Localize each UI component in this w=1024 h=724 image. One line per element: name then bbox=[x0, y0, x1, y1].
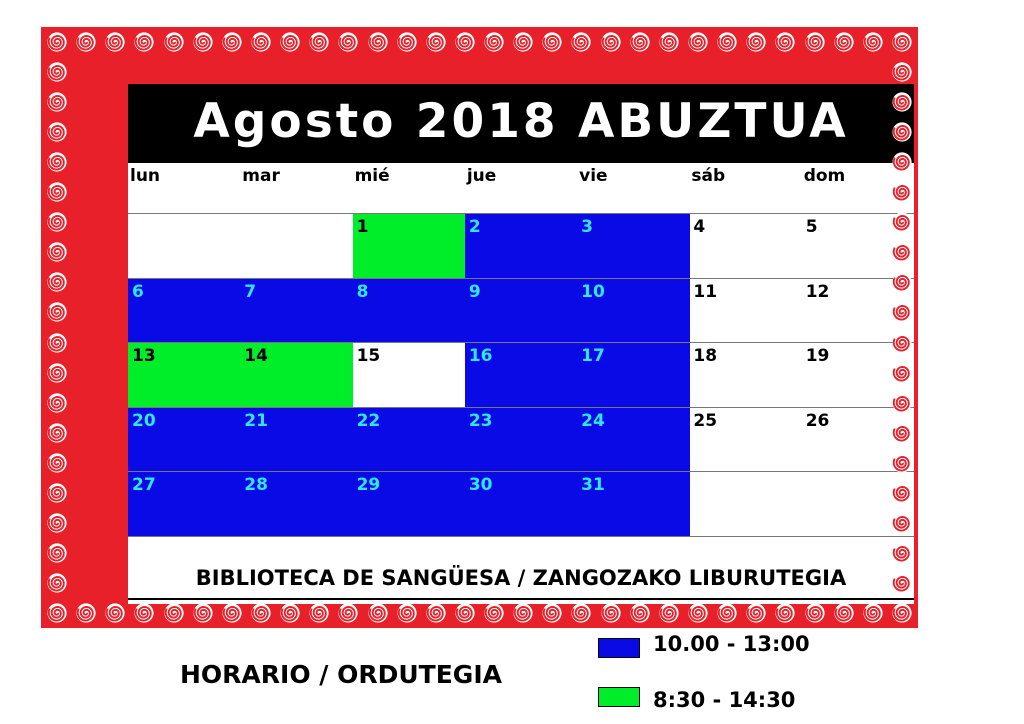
spiral-ornament-icon bbox=[745, 602, 767, 624]
day-cell-2 bbox=[465, 213, 578, 278]
spiral-ornament-icon bbox=[891, 332, 913, 354]
day-number: 17 bbox=[581, 346, 605, 366]
row-divider bbox=[128, 278, 914, 279]
day-number: 5 bbox=[805, 217, 818, 237]
day-cell-9 bbox=[465, 278, 578, 343]
spiral-ornament-icon bbox=[46, 602, 68, 624]
spiral-ornament-icon bbox=[658, 31, 680, 53]
day-number: 13 bbox=[132, 346, 156, 366]
day-number: 20 bbox=[132, 410, 156, 431]
day-number: 6 bbox=[132, 281, 144, 302]
weekday-4: vie bbox=[579, 166, 608, 186]
spiral-ornament-icon bbox=[279, 31, 301, 53]
spiral-ornament-icon bbox=[454, 602, 476, 624]
spiral-ornament-icon bbox=[483, 602, 505, 624]
decorative-border bbox=[41, 27, 918, 628]
spiral-ornament-icon bbox=[104, 31, 126, 53]
spiral-ornament-icon bbox=[891, 602, 913, 624]
legend-label-green: 8:30 - 14:30 bbox=[653, 688, 796, 712]
spiral-ornament-icon bbox=[46, 181, 68, 203]
library-name: BIBLIOTECA DE SANGÜESA / ZANGOZAKO LIBURUTEGIA bbox=[195, 566, 847, 590]
row-divider bbox=[128, 407, 914, 408]
spiral-ornament-icon bbox=[425, 31, 447, 53]
spiral-ornament-icon bbox=[891, 211, 913, 233]
spiral-ornament-icon bbox=[367, 31, 389, 53]
day-number: 19 bbox=[805, 346, 830, 366]
spiral-ornament-icon bbox=[104, 602, 126, 624]
spiral-ornament-icon bbox=[46, 482, 68, 504]
day-number: 26 bbox=[805, 410, 830, 431]
spiral-ornament-icon bbox=[46, 332, 68, 354]
day-number: 7 bbox=[244, 281, 257, 302]
spiral-ornament-icon bbox=[716, 602, 738, 624]
spiral-ornament-icon bbox=[483, 31, 505, 53]
day-number: 12 bbox=[805, 281, 830, 302]
spiral-ornament-icon bbox=[46, 241, 68, 263]
spiral-ornament-icon bbox=[454, 31, 476, 53]
day-cell-1 bbox=[353, 213, 466, 278]
day-number: 29 bbox=[356, 475, 381, 495]
spiral-ornament-icon bbox=[46, 91, 68, 113]
spiral-ornament-icon bbox=[891, 542, 913, 564]
spiral-ornament-icon bbox=[541, 31, 563, 53]
row-divider bbox=[128, 213, 914, 214]
day-cell-22 bbox=[353, 407, 466, 472]
spiral-ornament-icon bbox=[337, 602, 359, 624]
day-number: 3 bbox=[581, 217, 593, 237]
title-banner bbox=[128, 84, 914, 163]
day-cell-27 bbox=[128, 471, 241, 536]
spiral-ornament-icon bbox=[308, 602, 330, 624]
calendar-title: Agosto 2018 ABUZTUA bbox=[193, 94, 849, 149]
day-number: 22 bbox=[356, 410, 381, 431]
day-number: 31 bbox=[581, 475, 605, 495]
row-divider bbox=[128, 342, 914, 343]
spiral-ornament-icon bbox=[46, 121, 68, 143]
calendar-panel bbox=[128, 84, 914, 604]
spiral-ornament-icon bbox=[774, 602, 796, 624]
day-number: 4 bbox=[693, 217, 706, 237]
day-number: 8 bbox=[356, 281, 369, 302]
spiral-ornament-icon bbox=[891, 91, 913, 113]
spiral-ornament-icon bbox=[891, 301, 913, 323]
day-cell-30 bbox=[465, 471, 578, 536]
weekday-0: lun bbox=[130, 166, 161, 186]
spiral-ornament-icon bbox=[862, 31, 884, 53]
spiral-ornament-icon bbox=[541, 602, 563, 624]
spiral-ornament-icon bbox=[46, 362, 68, 384]
spiral-ornament-icon bbox=[46, 572, 68, 594]
day-number: 11 bbox=[693, 281, 718, 302]
day-number: 27 bbox=[132, 475, 156, 495]
spiral-ornament-icon bbox=[891, 151, 913, 173]
weekday-3: jue bbox=[466, 166, 497, 186]
spiral-ornament-icon bbox=[600, 31, 622, 53]
spiral-ornament-icon bbox=[774, 31, 796, 53]
day-cell-11 bbox=[689, 278, 802, 343]
day-cell-15 bbox=[353, 342, 466, 407]
spiral-ornament-icon bbox=[46, 31, 68, 53]
schedule-title: HORARIO / ORDUTEGIA bbox=[180, 660, 502, 689]
spiral-ornament-icon bbox=[891, 241, 913, 263]
day-cell-10 bbox=[577, 278, 690, 343]
spiral-ornament-icon bbox=[46, 512, 68, 534]
library-underline bbox=[128, 598, 914, 600]
day-cell-14 bbox=[240, 342, 353, 407]
day-cell-23 bbox=[465, 407, 578, 472]
weekday-2: mié bbox=[354, 166, 390, 186]
spiral-ornament-icon bbox=[221, 602, 243, 624]
spiral-ornament-icon bbox=[337, 31, 359, 53]
spiral-ornament-icon bbox=[512, 31, 534, 53]
spiral-ornament-icon bbox=[133, 31, 155, 53]
day-cell-6 bbox=[128, 278, 241, 343]
spiral-ornament-icon bbox=[425, 602, 447, 624]
legend-swatch-blue bbox=[598, 638, 640, 658]
spiral-ornament-icon bbox=[833, 31, 855, 53]
spiral-ornament-icon bbox=[891, 362, 913, 384]
spiral-ornament-icon bbox=[308, 31, 330, 53]
spiral-ornament-icon bbox=[46, 392, 68, 414]
spiral-ornament-icon bbox=[279, 602, 301, 624]
day-number: 14 bbox=[244, 346, 268, 366]
spiral-ornament-icon bbox=[396, 31, 418, 53]
day-cell-21 bbox=[240, 407, 353, 472]
spiral-ornament-icon bbox=[745, 31, 767, 53]
spiral-ornament-icon bbox=[862, 602, 884, 624]
spiral-ornament-icon bbox=[46, 422, 68, 444]
day-number: 30 bbox=[468, 475, 493, 495]
spiral-ornament-icon bbox=[192, 31, 214, 53]
spiral-ornament-icon bbox=[804, 31, 826, 53]
day-number: 28 bbox=[244, 475, 268, 495]
spiral-ornament-icon bbox=[512, 602, 534, 624]
spiral-ornament-icon bbox=[75, 31, 97, 53]
day-number: 21 bbox=[244, 410, 268, 431]
day-number: 9 bbox=[468, 281, 481, 302]
day-cell-13 bbox=[128, 342, 241, 407]
spiral-ornament-icon bbox=[46, 452, 68, 474]
spiral-ornament-icon bbox=[221, 31, 243, 53]
spiral-ornament-icon bbox=[891, 482, 913, 504]
spiral-ornament-icon bbox=[891, 271, 913, 293]
row-divider bbox=[128, 471, 914, 472]
legend-swatch-green bbox=[598, 687, 640, 707]
spiral-ornament-icon bbox=[891, 572, 913, 594]
day-cell-4 bbox=[689, 213, 802, 278]
spiral-ornament-icon bbox=[367, 602, 389, 624]
spiral-ornament-icon bbox=[629, 602, 651, 624]
day-number: 10 bbox=[581, 281, 605, 302]
spiral-ornament-icon bbox=[891, 422, 913, 444]
day-cell-18 bbox=[689, 342, 802, 407]
day-number: 25 bbox=[693, 410, 718, 431]
spiral-ornament-icon bbox=[687, 31, 709, 53]
day-number: 2 bbox=[468, 217, 481, 237]
day-number: 24 bbox=[581, 410, 605, 431]
spiral-ornament-icon bbox=[891, 121, 913, 143]
day-cell-31 bbox=[577, 471, 690, 536]
spiral-ornament-icon bbox=[46, 61, 68, 83]
spiral-ornament-icon bbox=[891, 61, 913, 83]
day-cell-24 bbox=[577, 407, 690, 472]
day-number: 18 bbox=[693, 346, 718, 366]
spiral-ornament-icon bbox=[75, 602, 97, 624]
spiral-ornament-icon bbox=[891, 31, 913, 53]
spiral-ornament-icon bbox=[46, 301, 68, 323]
spiral-ornament-icon bbox=[163, 602, 185, 624]
day-cell-20 bbox=[128, 407, 241, 472]
spiral-ornament-icon bbox=[570, 602, 592, 624]
day-cell-28 bbox=[240, 471, 353, 536]
weekday-6: dom bbox=[803, 166, 846, 186]
day-cell-8 bbox=[353, 278, 466, 343]
day-number: 23 bbox=[468, 410, 493, 431]
legend-label-blue: 10.00 - 13:00 bbox=[653, 632, 810, 656]
spiral-ornament-icon bbox=[833, 602, 855, 624]
spiral-ornament-icon bbox=[46, 211, 68, 233]
spiral-ornament-icon bbox=[133, 602, 155, 624]
spiral-ornament-icon bbox=[658, 602, 680, 624]
day-cell-7 bbox=[240, 278, 353, 343]
spiral-ornament-icon bbox=[46, 151, 68, 173]
day-cell-17 bbox=[577, 342, 690, 407]
weekday-1: mar bbox=[242, 166, 280, 186]
spiral-ornament-icon bbox=[629, 31, 651, 53]
spiral-ornament-icon bbox=[250, 602, 272, 624]
spiral-ornament-icon bbox=[687, 602, 709, 624]
spiral-ornament-icon bbox=[163, 31, 185, 53]
day-cell-16 bbox=[465, 342, 578, 407]
row-divider bbox=[128, 536, 914, 537]
spiral-ornament-icon bbox=[891, 392, 913, 414]
spiral-ornament-icon bbox=[891, 452, 913, 474]
spiral-ornament-icon bbox=[891, 512, 913, 534]
day-cell-3 bbox=[577, 213, 690, 278]
spiral-ornament-icon bbox=[396, 602, 418, 624]
spiral-ornament-icon bbox=[891, 181, 913, 203]
weekday-5: sáb bbox=[691, 166, 726, 186]
day-number: 15 bbox=[356, 346, 381, 366]
spiral-ornament-icon bbox=[250, 31, 272, 53]
spiral-ornament-icon bbox=[716, 31, 738, 53]
spiral-ornament-icon bbox=[804, 602, 826, 624]
day-number: 16 bbox=[468, 346, 493, 366]
day-number: 1 bbox=[356, 217, 369, 237]
day-cell-29 bbox=[353, 471, 466, 536]
spiral-ornament-icon bbox=[46, 542, 68, 564]
spiral-ornament-icon bbox=[46, 271, 68, 293]
spiral-ornament-icon bbox=[570, 31, 592, 53]
spiral-ornament-icon bbox=[192, 602, 214, 624]
day-cell-25 bbox=[689, 407, 802, 472]
spiral-ornament-icon bbox=[600, 602, 622, 624]
